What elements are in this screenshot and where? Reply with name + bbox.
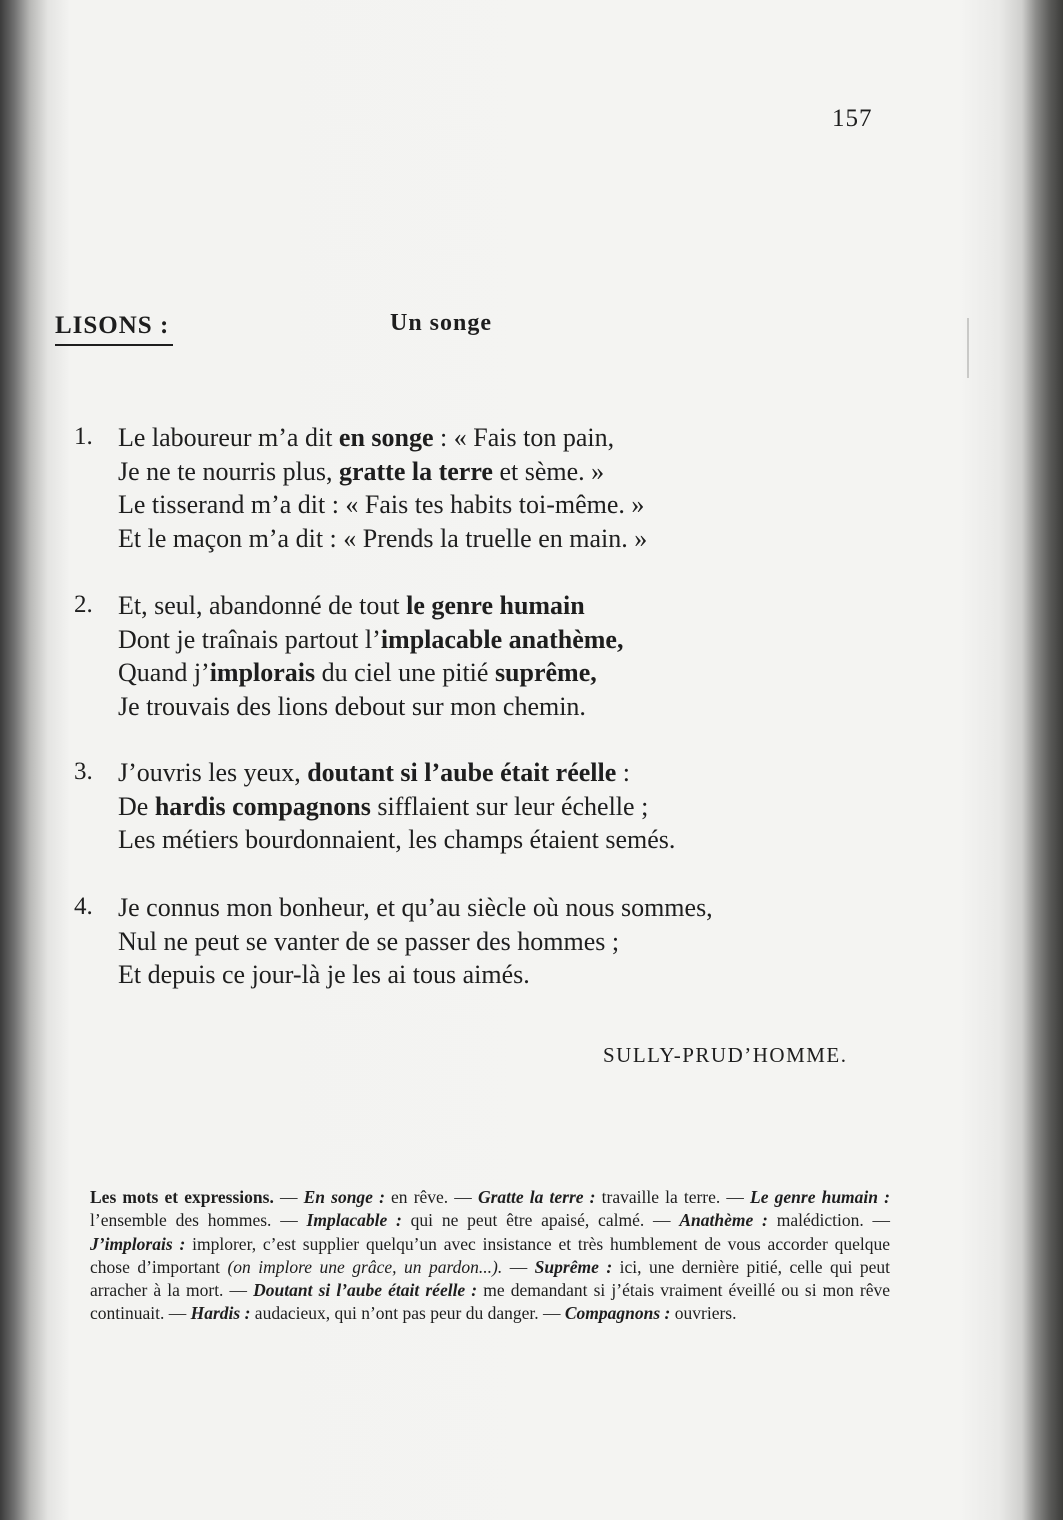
highlighted-expression: implorais [209, 658, 316, 687]
page-number: 157 [832, 105, 873, 132]
verse-line [118, 524, 647, 554]
note-text: malédiction. — [767, 1210, 891, 1231]
verse-line [118, 960, 530, 990]
highlighted-expression: suprême, [494, 658, 597, 687]
verse-text: sifflaient sur leur échelle ; [370, 791, 649, 821]
verse-line [118, 758, 630, 788]
verse-line [118, 692, 586, 722]
stanza-number: 3. [74, 758, 93, 785]
notes-heading: Les mots et expressions. [90, 1187, 274, 1207]
verse-line [118, 457, 604, 487]
highlighted-expression: le genre humain [406, 591, 585, 620]
verse-line [118, 490, 644, 520]
verse-text: : « Fais ton pain, [433, 423, 615, 452]
highlighted-expression: gratte la terre [338, 456, 493, 486]
verse-text: De [118, 791, 155, 821]
highlighted-expression: implacable anathème, [380, 624, 624, 654]
verse-text: Le tisserand m’a dit : « Fais tes habits toi-même. » [118, 490, 645, 519]
note-text: ici, une dernière pitié, celle qui peut arracher à la mort. — [90, 1256, 890, 1301]
note-text: ouvriers. [670, 1303, 737, 1324]
stanza-number: 1. [74, 423, 93, 450]
verse-line [118, 792, 648, 822]
note-term: Anathème : [679, 1210, 768, 1231]
stanza-number: 4. [74, 893, 93, 920]
verse-text: Je ne te nourris plus, [118, 456, 339, 486]
note-text: travaille la terre. — [595, 1187, 751, 1207]
verse-text: Je connus mon bonheur, et qu’au siècle où nous sommes, [118, 893, 713, 922]
note-term: J’implorais : [90, 1233, 186, 1254]
note-text: qui ne peut être apaisé, calmé. — [401, 1210, 680, 1231]
verse-line [118, 591, 585, 621]
highlighted-expression: en songe [338, 423, 434, 452]
verse-text: Et depuis ce jour-là je les ai tous aimés. [118, 960, 530, 989]
verse-line [118, 927, 619, 957]
verse-text: Et le maçon m’a dit : « Prends la truelle en main. » [118, 523, 648, 553]
verse-line [118, 825, 675, 855]
note-term: Le genre humain : [750, 1187, 890, 1207]
note-term: En songe : [303, 1187, 385, 1207]
verse-line [118, 423, 614, 453]
verse-text: J’ouvris les yeux, [118, 758, 308, 787]
verse-text: Quand j’ [118, 658, 210, 687]
note-text: en rêve. — [384, 1187, 478, 1207]
note-term: Hardis : [190, 1303, 251, 1324]
verse-text: Dont je traînais partout l’ [118, 624, 381, 654]
verse-text: Je trouvais des lions debout sur mon chemin. [118, 691, 586, 721]
note-term: Suprême : [534, 1256, 613, 1277]
page-edge-mark [967, 318, 969, 378]
note-text: — [502, 1256, 535, 1277]
note-term: Compagnons : [564, 1303, 671, 1324]
note-term: Implacable : [306, 1210, 402, 1231]
highlighted-expression: doutant si l’aube était réelle [307, 758, 617, 787]
note-text: implorer, c’est supplier quelqu’un avec insistance et très humblement de vous accorder quelque chose d’important [90, 1233, 890, 1277]
highlighted-expression: hardis compagnons [154, 791, 371, 821]
verse-text: Les métiers bourdonnaient, les champs étaient semés. [118, 825, 676, 854]
verse-line [118, 625, 623, 655]
section-label: LISONS : [55, 312, 173, 346]
note-term: Doutant si l’aube était réelle : [253, 1280, 478, 1301]
verse-line [118, 658, 597, 688]
verse-text: Et, seul, abandonné de tout [118, 591, 407, 620]
verse-text: : [616, 758, 631, 787]
note-text: — [273, 1187, 304, 1207]
poem-author: SULLY-PRUD’HOMME. [603, 1043, 848, 1067]
verse-text: Le laboureur m’a dit [118, 423, 339, 452]
poem-title: Un songe [390, 310, 493, 336]
vocabulary-notes [90, 1186, 890, 1326]
verse-text: et sème. » [492, 456, 605, 486]
stanza-number: 2. [74, 591, 93, 618]
verse-text: du ciel une pitié [315, 658, 495, 687]
note-text: me demandant si j’étais vraiment éveillé ou si mon rêve continuait. — [90, 1280, 890, 1324]
verse-text: Nul ne peut se vanter de se passer des hommes ; [118, 926, 620, 956]
note-text: l’ensemble des hommes. — [90, 1210, 307, 1231]
note-example: (on implore une grâce, un pardon...). [227, 1256, 503, 1277]
note-term: Gratte la terre : [477, 1187, 596, 1207]
note-text: audacieux, qui n’ont pas peur du danger. — [250, 1303, 565, 1324]
verse-line [118, 893, 713, 923]
